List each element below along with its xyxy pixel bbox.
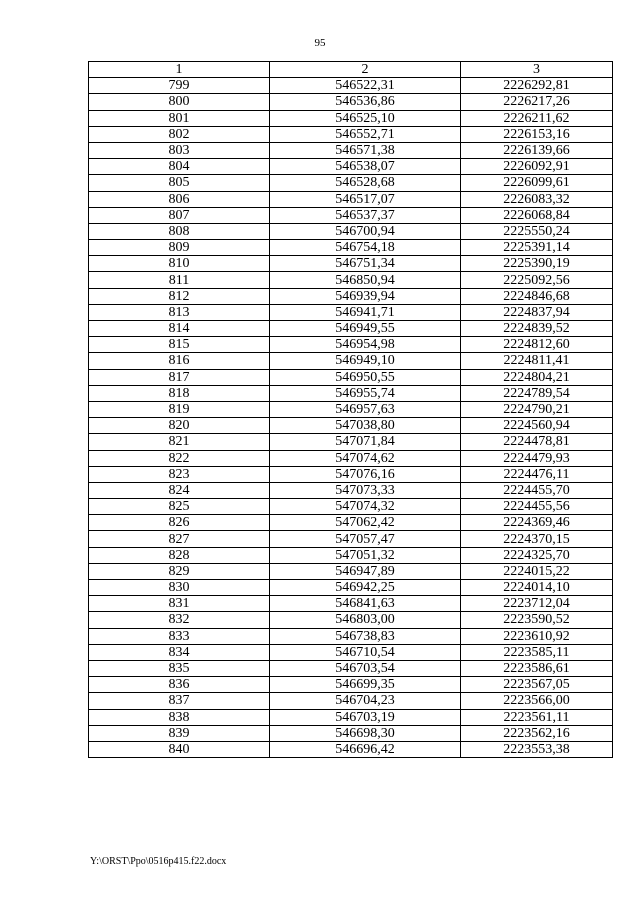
y-coordinate-cell: 2225092,56	[461, 272, 613, 288]
x-coordinate-cell: 546950,55	[270, 369, 461, 385]
point-number-cell: 801	[89, 110, 270, 126]
table-row	[89, 94, 613, 110]
table-row	[89, 369, 613, 385]
y-coordinate-cell: 2226217,26	[461, 94, 613, 110]
table-row	[89, 240, 613, 256]
y-coordinate-cell: 2226292,81	[461, 78, 613, 94]
x-coordinate-cell: 546537,37	[270, 207, 461, 223]
point-number-cell: 818	[89, 385, 270, 401]
y-coordinate-cell: 2223561,11	[461, 709, 613, 725]
y-coordinate-cell: 2223566,00	[461, 693, 613, 709]
point-number-cell: 834	[89, 644, 270, 660]
x-coordinate-cell: 546841,63	[270, 596, 461, 612]
y-coordinate-cell: 2224479,93	[461, 450, 613, 466]
table-row	[89, 580, 613, 596]
point-number-cell: 826	[89, 515, 270, 531]
table-row	[89, 256, 613, 272]
y-coordinate-cell: 2226083,32	[461, 191, 613, 207]
y-coordinate-cell: 2226139,66	[461, 142, 613, 158]
y-coordinate-cell: 2226211,62	[461, 110, 613, 126]
column-header-3: 3	[461, 62, 613, 78]
point-number-cell: 806	[89, 191, 270, 207]
x-coordinate-cell: 546939,94	[270, 288, 461, 304]
point-number-cell: 805	[89, 175, 270, 191]
point-number-cell: 800	[89, 94, 270, 110]
x-coordinate-cell: 546517,07	[270, 191, 461, 207]
x-coordinate-cell: 546696,42	[270, 741, 461, 757]
page-number: 95	[314, 37, 326, 49]
y-coordinate-cell: 2224476,11	[461, 466, 613, 482]
table-row	[89, 547, 613, 563]
point-number-cell: 802	[89, 126, 270, 142]
x-coordinate-cell: 546803,00	[270, 612, 461, 628]
table-header-row	[89, 62, 613, 78]
point-number-cell: 833	[89, 628, 270, 644]
point-number-cell: 828	[89, 547, 270, 563]
y-coordinate-cell: 2226153,16	[461, 126, 613, 142]
y-coordinate-cell: 2224804,21	[461, 369, 613, 385]
table-row	[89, 482, 613, 498]
y-coordinate-cell: 2224015,22	[461, 563, 613, 579]
point-number-cell: 840	[89, 741, 270, 757]
table-row	[89, 353, 613, 369]
x-coordinate-cell: 546947,89	[270, 563, 461, 579]
point-number-cell: 822	[89, 450, 270, 466]
point-number-cell: 827	[89, 531, 270, 547]
x-coordinate-cell: 547076,16	[270, 466, 461, 482]
y-coordinate-cell: 2224846,68	[461, 288, 613, 304]
x-coordinate-cell: 547071,84	[270, 434, 461, 450]
table-row	[89, 660, 613, 676]
point-number-cell: 809	[89, 240, 270, 256]
point-number-cell: 829	[89, 563, 270, 579]
x-coordinate-cell: 546552,71	[270, 126, 461, 142]
table-row	[89, 677, 613, 693]
x-coordinate-cell: 546699,35	[270, 677, 461, 693]
point-number-cell: 837	[89, 693, 270, 709]
y-coordinate-cell: 2224790,21	[461, 401, 613, 417]
point-number-cell: 832	[89, 612, 270, 628]
point-number-cell: 825	[89, 499, 270, 515]
x-coordinate-cell: 546754,18	[270, 240, 461, 256]
x-coordinate-cell: 547074,62	[270, 450, 461, 466]
table-row	[89, 110, 613, 126]
x-coordinate-cell: 546522,31	[270, 78, 461, 94]
x-coordinate-cell: 546949,55	[270, 321, 461, 337]
y-coordinate-cell: 2224837,94	[461, 304, 613, 320]
point-number-cell: 823	[89, 466, 270, 482]
table-row	[89, 434, 613, 450]
table-row	[89, 207, 613, 223]
x-coordinate-cell: 546700,94	[270, 223, 461, 239]
coordinates-table	[88, 61, 613, 758]
table-row	[89, 126, 613, 142]
table-row	[89, 499, 613, 515]
y-coordinate-cell: 2224325,70	[461, 547, 613, 563]
y-coordinate-cell: 2224789,54	[461, 385, 613, 401]
x-coordinate-cell: 546949,10	[270, 353, 461, 369]
point-number-cell: 819	[89, 401, 270, 417]
point-number-cell: 831	[89, 596, 270, 612]
y-coordinate-cell: 2226092,91	[461, 159, 613, 175]
x-coordinate-cell: 546941,71	[270, 304, 461, 320]
point-number-cell: 835	[89, 660, 270, 676]
table-row	[89, 709, 613, 725]
y-coordinate-cell: 2223712,04	[461, 596, 613, 612]
y-coordinate-cell: 2226068,84	[461, 207, 613, 223]
y-coordinate-cell: 2225390,19	[461, 256, 613, 272]
table-row	[89, 725, 613, 741]
table-row	[89, 531, 613, 547]
table-row	[89, 612, 613, 628]
point-number-cell: 820	[89, 418, 270, 434]
x-coordinate-cell: 547062,42	[270, 515, 461, 531]
table-row	[89, 159, 613, 175]
table-row	[89, 563, 613, 579]
y-coordinate-cell: 2223586,61	[461, 660, 613, 676]
y-coordinate-cell: 2224811,41	[461, 353, 613, 369]
table-row	[89, 418, 613, 434]
x-coordinate-cell: 546942,25	[270, 580, 461, 596]
point-number-cell: 807	[89, 207, 270, 223]
x-coordinate-cell: 546698,30	[270, 725, 461, 741]
y-coordinate-cell: 2224014,10	[461, 580, 613, 596]
point-number-cell: 830	[89, 580, 270, 596]
point-number-cell: 815	[89, 337, 270, 353]
x-coordinate-cell: 546751,34	[270, 256, 461, 272]
table-row	[89, 450, 613, 466]
point-number-cell: 814	[89, 321, 270, 337]
table-row	[89, 142, 613, 158]
x-coordinate-cell: 547038,80	[270, 418, 461, 434]
x-coordinate-cell: 546710,54	[270, 644, 461, 660]
y-coordinate-cell: 2223610,92	[461, 628, 613, 644]
x-coordinate-cell: 547057,47	[270, 531, 461, 547]
point-number-cell: 821	[89, 434, 270, 450]
x-coordinate-cell: 547051,32	[270, 547, 461, 563]
x-coordinate-cell: 546538,07	[270, 159, 461, 175]
x-coordinate-cell: 546703,19	[270, 709, 461, 725]
table-row	[89, 741, 613, 757]
table-row	[89, 693, 613, 709]
y-coordinate-cell: 2224455,56	[461, 499, 613, 515]
x-coordinate-cell: 546957,63	[270, 401, 461, 417]
table-row	[89, 288, 613, 304]
table-row	[89, 223, 613, 239]
x-coordinate-cell: 546525,10	[270, 110, 461, 126]
table-row	[89, 337, 613, 353]
y-coordinate-cell: 2224560,94	[461, 418, 613, 434]
table-row	[89, 304, 613, 320]
point-number-cell: 836	[89, 677, 270, 693]
y-coordinate-cell: 2223567,05	[461, 677, 613, 693]
x-coordinate-cell: 546571,38	[270, 142, 461, 158]
table-row	[89, 385, 613, 401]
y-coordinate-cell: 2224455,70	[461, 482, 613, 498]
table-row	[89, 628, 613, 644]
y-coordinate-cell: 2224370,15	[461, 531, 613, 547]
table-row	[89, 175, 613, 191]
x-coordinate-cell: 546528,68	[270, 175, 461, 191]
x-coordinate-cell: 546536,86	[270, 94, 461, 110]
x-coordinate-cell: 546954,98	[270, 337, 461, 353]
point-number-cell: 813	[89, 304, 270, 320]
table-row	[89, 596, 613, 612]
y-coordinate-cell: 2224478,81	[461, 434, 613, 450]
x-coordinate-cell: 546850,94	[270, 272, 461, 288]
y-coordinate-cell: 2225391,14	[461, 240, 613, 256]
y-coordinate-cell: 2225550,24	[461, 223, 613, 239]
point-number-cell: 824	[89, 482, 270, 498]
table-body	[89, 78, 613, 758]
x-coordinate-cell: 547073,33	[270, 482, 461, 498]
point-number-cell: 808	[89, 223, 270, 239]
column-header-2: 2	[270, 62, 461, 78]
point-number-cell: 812	[89, 288, 270, 304]
table-row	[89, 321, 613, 337]
point-number-cell: 799	[89, 78, 270, 94]
point-number-cell: 810	[89, 256, 270, 272]
table-row	[89, 515, 613, 531]
table-row	[89, 466, 613, 482]
y-coordinate-cell: 2224839,52	[461, 321, 613, 337]
table-row	[89, 78, 613, 94]
x-coordinate-cell: 547074,32	[270, 499, 461, 515]
y-coordinate-cell: 2226099,61	[461, 175, 613, 191]
x-coordinate-cell: 546955,74	[270, 385, 461, 401]
x-coordinate-cell: 546704,23	[270, 693, 461, 709]
point-number-cell: 811	[89, 272, 270, 288]
table-row	[89, 644, 613, 660]
x-coordinate-cell: 546703,54	[270, 660, 461, 676]
document-file-path: Y:\ORST\Ppo\0516p415.f22.docx	[90, 856, 227, 867]
table-row	[89, 272, 613, 288]
point-number-cell: 816	[89, 353, 270, 369]
point-number-cell: 838	[89, 709, 270, 725]
column-header-1: 1	[89, 62, 270, 78]
y-coordinate-cell: 2223590,52	[461, 612, 613, 628]
x-coordinate-cell: 546738,83	[270, 628, 461, 644]
point-number-cell: 804	[89, 159, 270, 175]
y-coordinate-cell: 2224369,46	[461, 515, 613, 531]
y-coordinate-cell: 2223585,11	[461, 644, 613, 660]
y-coordinate-cell: 2223553,38	[461, 741, 613, 757]
table-row	[89, 191, 613, 207]
y-coordinate-cell: 2224812,60	[461, 337, 613, 353]
point-number-cell: 839	[89, 725, 270, 741]
y-coordinate-cell: 2223562,16	[461, 725, 613, 741]
point-number-cell: 817	[89, 369, 270, 385]
point-number-cell: 803	[89, 142, 270, 158]
table-row	[89, 401, 613, 417]
